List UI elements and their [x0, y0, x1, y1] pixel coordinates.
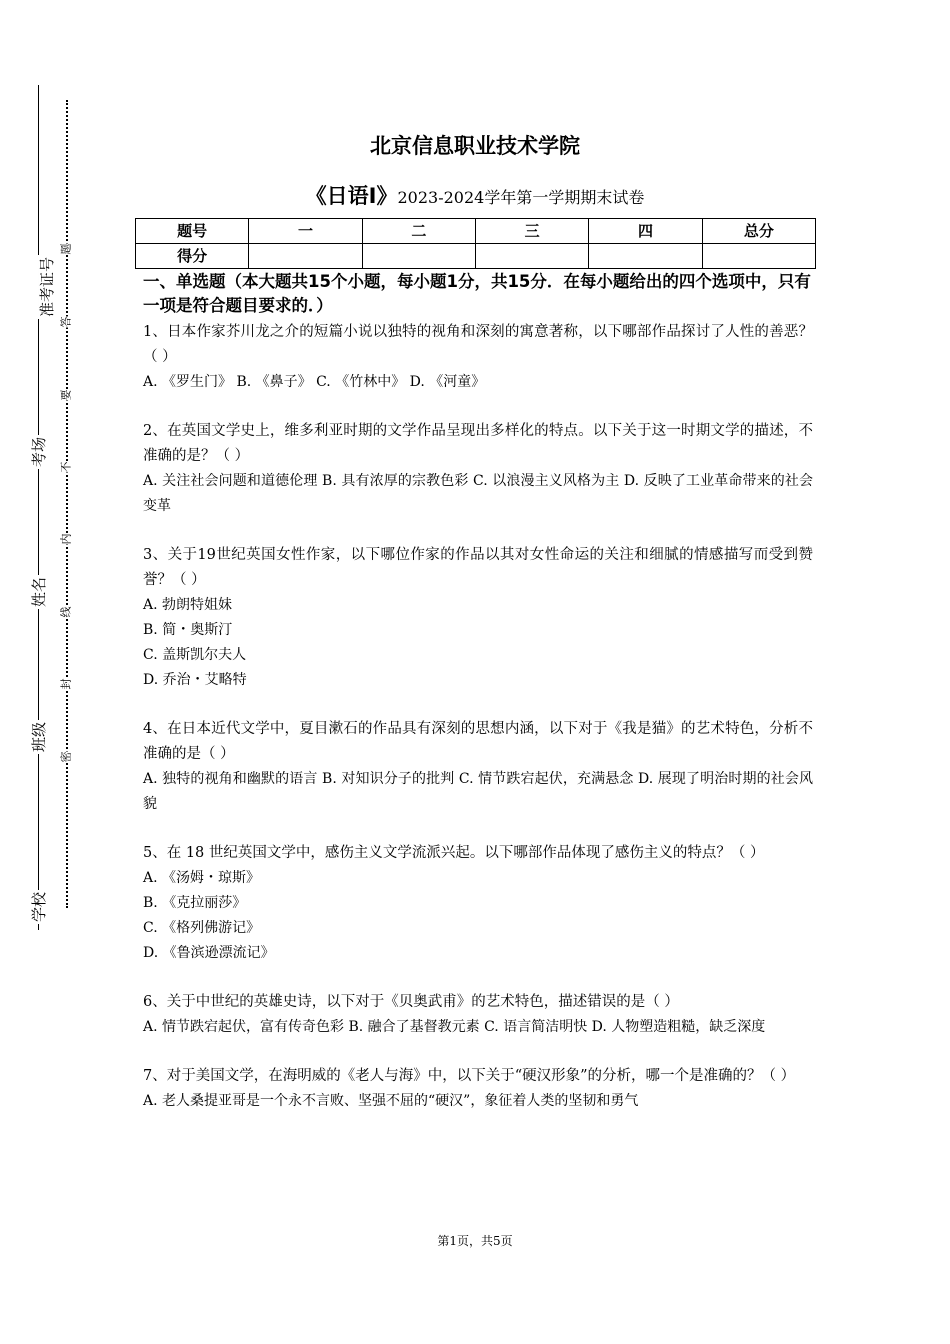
score-table-header-row	[136, 219, 816, 244]
question	[143, 419, 813, 519]
question-option: A. 勃朗特姐妹	[143, 597, 233, 613]
seal-char: 题	[59, 243, 73, 255]
question-options: A. 情节跌宕起伏，富有传奇色彩 B. 融合了基督教元素 C. 语言简洁明快 D. 人物塑造粗糙，缺乏深度	[143, 1019, 766, 1035]
question-option: C. 《格列佛游记》	[143, 920, 261, 936]
exam-content	[143, 270, 813, 1138]
seal-char: 线	[59, 606, 73, 618]
seal-char: 答	[59, 316, 73, 328]
score-table-score-row	[136, 244, 816, 269]
question-stem: 6、关于中世纪的英雄史诗，以下对于《贝奥武甫》的艺术特色，描述错误的是（ ）	[143, 994, 679, 1010]
seal-char: 封	[59, 678, 73, 690]
question-stem: 3、关于19世纪英国女性作家，以下哪位作家的作品以其对女性命运的关注和细腻的情感描写而受到赞誉？（ ）	[143, 547, 813, 588]
question-option: D. 乔治・艾略特	[143, 672, 247, 688]
question-stem: 4、在日本近代文学中，夏目漱石的作品具有深刻的思想内涵，以下对于《我是猫》的艺术特色，分析不准确的是（ ）	[143, 721, 813, 762]
score-cell: 得分	[136, 244, 249, 269]
question	[143, 320, 813, 395]
exam-info: 2023-2024学年第一学期期末试卷	[397, 188, 645, 207]
seal-char: 密	[59, 751, 73, 763]
seal-char: 不	[59, 461, 73, 473]
question-options: A. 独特的视角和幽默的语言 B. 对知识分子的批判 C. 情节跌宕起伏，充满悬念 D. 展现了明治时期的社会风貌	[143, 771, 813, 812]
question-option: A. 《汤姆・琼斯》	[143, 870, 261, 886]
school-name: 北京信息职业技术学院	[370, 134, 580, 158]
binding-line	[38, 85, 39, 930]
score-cell	[589, 244, 702, 269]
seal-dotted-line	[66, 100, 68, 908]
margin-label-name: 姓名	[30, 576, 49, 608]
question-stem: 1、日本作家芥川龙之介的短篇小说以独特的视角和深刻的寓意著称，以下哪部作品探讨了人性的善恶？（ ）	[143, 324, 813, 365]
course-name: 《日语Ⅰ》	[305, 184, 398, 208]
score-cell: 三	[475, 219, 588, 244]
page-footer: 第1页，共5页	[437, 1234, 513, 1248]
score-cell: 一	[249, 219, 362, 244]
margin-label-exam-number: 准考证号	[38, 256, 57, 318]
exam-title	[0, 180, 950, 210]
margin-label-class: 班级	[30, 721, 49, 753]
score-cell	[475, 244, 588, 269]
score-cell: 总分	[702, 219, 815, 244]
seal-char: 内	[59, 533, 73, 545]
seal-char: 要	[59, 389, 73, 401]
score-table	[135, 218, 816, 269]
question	[143, 717, 813, 817]
score-cell	[362, 244, 475, 269]
question-stem: 7、对于美国文学，在海明威的《老人与海》中，以下关于“硬汉形象”的分析，哪一个是准确的？（ ）	[143, 1068, 796, 1084]
question-option: B. 简・奥斯汀	[143, 622, 233, 638]
question	[143, 990, 813, 1040]
question-options: A. 《罗生门》 B. 《鼻子》 C. 《竹林中》 D. 《河童》	[143, 374, 486, 390]
margin-label-exam-room: 考场	[30, 436, 49, 468]
score-cell	[702, 244, 815, 269]
score-cell: 四	[589, 219, 702, 244]
question-stem: 5、在 18 世纪英国文学中，感伤主义文学流派兴起。以下哪部作品体现了感伤主义的特点？（ ）	[143, 845, 765, 861]
margin-label-school: 学校	[30, 891, 49, 923]
question-option: A. 老人桑提亚哥是一个永不言败、坚强不屈的“硬汉”，象征着人类的坚韧和勇气	[143, 1093, 639, 1109]
score-cell: 题号	[136, 219, 249, 244]
question	[143, 841, 813, 966]
question-option: D. 《鲁滨逊漂流记》	[143, 945, 275, 961]
score-cell: 二	[362, 219, 475, 244]
section-heading: 一、单选题（本大题共15个小题，每小题1分，共15分．在每小题给出的四个选项中，只有一项是符合题目要求的．）	[143, 272, 811, 315]
score-cell	[249, 244, 362, 269]
question-stem: 2、在英国文学史上，维多利亚时期的文学作品呈现出多样化的特点。以下关于这一时期文学的描述，不准确的是？（ ）	[143, 423, 813, 464]
question-options: A. 关注社会问题和道德伦理 B. 具有浓厚的宗教色彩 C. 以浪漫主义风格为主 D. 反映了工业革命带来的社会变革	[143, 473, 813, 514]
question	[143, 543, 813, 693]
question-option: C. 盖斯凯尔夫人	[143, 647, 247, 663]
question-option: B. 《克拉丽莎》	[143, 895, 247, 911]
question	[143, 1064, 813, 1114]
